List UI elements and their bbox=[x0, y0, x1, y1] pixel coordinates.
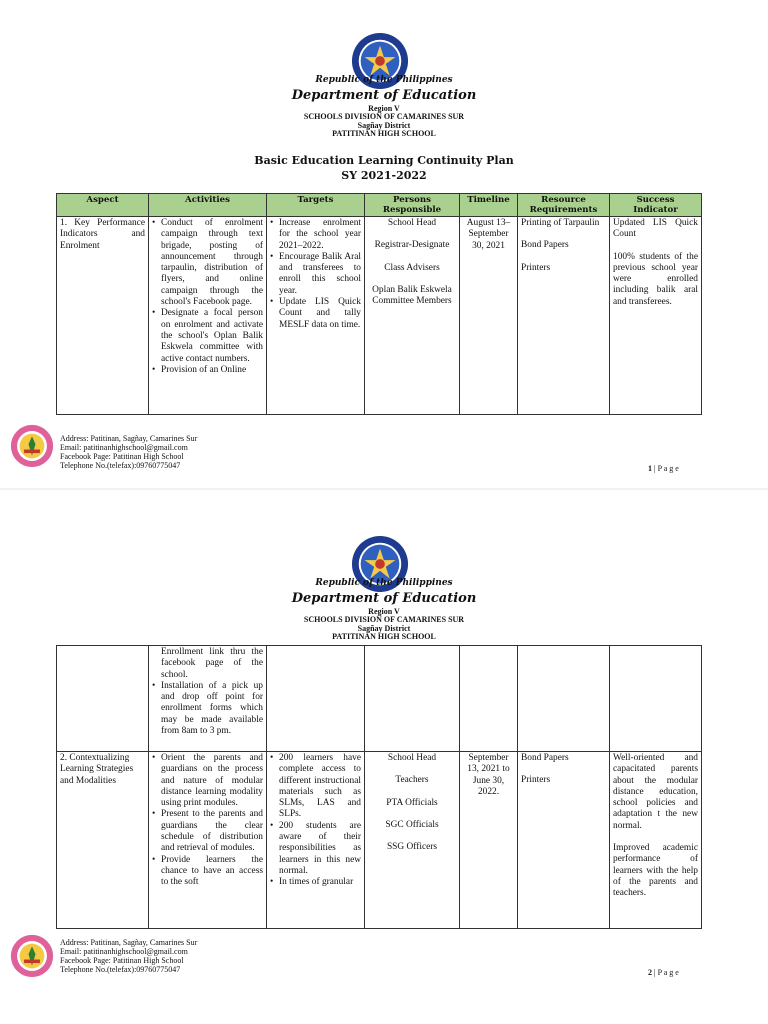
division-label: SCHOOLS DIVISION OF CAMARINES SUR bbox=[303, 615, 465, 624]
resource-entry: Printers bbox=[521, 775, 551, 786]
page-number bbox=[648, 464, 679, 473]
division-label: SCHOOLS DIVISION OF CAMARINES SUR bbox=[303, 112, 465, 121]
table-row bbox=[57, 752, 702, 929]
list-item: • 200 learners have complete access to different instructional materials such as SLMs, LAS and SLPs. bbox=[270, 753, 361, 821]
school-logo-icon bbox=[10, 424, 54, 468]
page-number-value: 2 bbox=[648, 968, 652, 977]
list-item: • In times of granular bbox=[270, 877, 361, 888]
table-row bbox=[57, 646, 702, 752]
list-item: • Increase enrolment for the school year 2021–2022. bbox=[270, 218, 361, 252]
address-text: Address: Patitinan, Sagñay, Camarines Sur bbox=[60, 434, 198, 443]
aspect-cell bbox=[57, 646, 149, 752]
telephone-text: Telephone No.(telefax):09760775047 bbox=[60, 461, 181, 470]
plan-table-page-2 bbox=[56, 645, 702, 929]
targets-cell bbox=[267, 752, 365, 929]
footer-address bbox=[60, 434, 197, 470]
column-header: Activities bbox=[149, 194, 267, 217]
person-entry: Oplan Balik Eskwela Committee Members bbox=[372, 284, 452, 307]
aspect-cell: 1. Key Performance Indicators and Enrolment bbox=[57, 217, 149, 415]
school-year: SY 2021-2022 bbox=[341, 169, 427, 182]
document-page-1 bbox=[0, 0, 768, 490]
plan-table-page-1 bbox=[56, 193, 702, 415]
resource-entry: Bond Papers bbox=[521, 240, 569, 251]
timeline-cell: September 13, 2021 to June 30, 2022. bbox=[460, 752, 518, 929]
column-header: Persons Responsible bbox=[365, 194, 460, 217]
region-label: Region V bbox=[368, 104, 400, 113]
list-item: • 200 students are aware of their responsibilities as learners in this new normal. bbox=[270, 821, 361, 877]
column-header: Resource Requirements bbox=[518, 194, 610, 217]
aspect-cell: 2. Contextualizing Learning Strategies and Modalities bbox=[57, 752, 149, 929]
page-label: | P a g e bbox=[652, 464, 679, 473]
list-item: • Encourage Balik Aral and transferees to enroll this school year. bbox=[270, 252, 361, 297]
targets-cell bbox=[267, 217, 365, 415]
district-label: Sagñay District bbox=[357, 624, 411, 633]
resources-cell bbox=[518, 646, 610, 752]
list-item: • Update LIS Quick Count and tally MESLF data on time. bbox=[270, 297, 361, 331]
person-entry: Registrar-Designate bbox=[374, 240, 450, 251]
department-heading: Department of Education bbox=[291, 88, 477, 103]
person-entry: School Head bbox=[387, 218, 437, 228]
region-label: Region V bbox=[368, 607, 400, 616]
resources-cell bbox=[518, 752, 610, 929]
list-item: • Provision of an Online bbox=[152, 365, 263, 376]
person-entry: SGC Officials bbox=[385, 819, 439, 830]
persons-cell bbox=[365, 217, 460, 415]
activity-continuation: Enrollment link thru the facebook page of the school. bbox=[161, 647, 263, 680]
timeline-cell bbox=[460, 646, 518, 752]
page-label: | P a g e bbox=[652, 968, 679, 977]
republic-heading: Republic of the Philippines bbox=[315, 75, 453, 85]
person-entry: SSG Officers bbox=[386, 842, 438, 853]
plan-title: Basic Education Learning Continuity Plan bbox=[254, 154, 514, 167]
list-item: • Designate a focal person on enrolment and activate the school's Oplan Balik Eskwela committee with active contact numbers. bbox=[152, 308, 263, 364]
telephone-text: Telephone No.(telefax):09760775047 bbox=[60, 965, 181, 974]
page-number-value: 1 bbox=[648, 464, 652, 473]
table-header-row bbox=[57, 194, 702, 217]
success-entry: Updated LIS Quick Count bbox=[613, 218, 698, 240]
resources-cell bbox=[518, 217, 610, 415]
column-header: Targets bbox=[267, 194, 365, 217]
list-item: • Orient the parents and guardians on the process and nature of modular distance learning modality using print modules. bbox=[152, 753, 263, 809]
resource-entry: Printing of Tarpaulin bbox=[521, 218, 600, 228]
targets-cell bbox=[267, 646, 365, 752]
republic-heading: Republic of the Philippines bbox=[315, 578, 453, 588]
activities-cell bbox=[149, 752, 267, 929]
list-item: • Conduct of enrolment campaign through text brigade, posting of announcement through tarpaulin, distribution of flyers, and online campaign through the school's Facebook page. bbox=[152, 218, 263, 308]
success-entry: Improved academic performance of learners with the help of the parents and teachers. bbox=[613, 843, 698, 899]
document-page-2 bbox=[0, 490, 768, 1024]
page-number bbox=[648, 968, 679, 977]
success-cell bbox=[610, 646, 702, 752]
footer-address bbox=[60, 938, 197, 974]
column-header: Aspect bbox=[57, 194, 149, 217]
person-entry: Teachers bbox=[395, 775, 429, 786]
email-text: Email: patitinanhighschool@gmail.com bbox=[60, 443, 188, 452]
success-entry: Well-oriented and capacitated parents about the modular distance education, school policies and adaptation t the new normal. bbox=[613, 753, 698, 831]
email-text: Email: patitinanhighschool@gmail.com bbox=[60, 947, 188, 956]
department-heading: Department of Education bbox=[291, 591, 477, 606]
resource-entry: Printers bbox=[521, 262, 551, 273]
activities-cell bbox=[149, 217, 267, 415]
person-entry: Class Advisers bbox=[384, 262, 440, 273]
list-item: • Provide learners the chance to have an access to the soft bbox=[152, 855, 263, 889]
success-cell bbox=[610, 217, 702, 415]
person-entry: PTA Officials bbox=[386, 797, 438, 808]
facebook-text: Facebook Page: Patitinan High School bbox=[60, 956, 184, 965]
success-cell bbox=[610, 752, 702, 929]
persons-cell bbox=[365, 752, 460, 929]
table-row bbox=[57, 217, 702, 415]
school-label: PATITINAN HIGH SCHOOL bbox=[332, 632, 436, 641]
timeline-cell: August 13– September 30, 2021 bbox=[460, 217, 518, 415]
facebook-text: Facebook Page: Patitinan High School bbox=[60, 452, 184, 461]
activities-cell bbox=[149, 646, 267, 752]
school-label: PATITINAN HIGH SCHOOL bbox=[332, 129, 436, 138]
address-text: Address: Patitinan, Sagñay, Camarines Sur bbox=[60, 938, 198, 947]
person-entry: School Head bbox=[387, 753, 437, 763]
district-label: Sagñay District bbox=[357, 121, 411, 130]
success-entry: 100% students of the previous school year were enrolled including balik aral and transferees. bbox=[613, 251, 698, 307]
list-item: • Present to the parents and guardians the clear schedule of distribution and retrieval of modules. bbox=[152, 809, 263, 854]
column-header: Timeline bbox=[460, 194, 518, 217]
list-item: • Installation of a pick up and drop off point for enrollment forms which may be made available from 8am to 3 pm. bbox=[152, 681, 263, 737]
column-header: Success Indicator bbox=[610, 194, 702, 217]
resource-entry: Bond Papers bbox=[521, 753, 569, 763]
persons-cell bbox=[365, 646, 460, 752]
school-logo-icon bbox=[10, 934, 54, 978]
